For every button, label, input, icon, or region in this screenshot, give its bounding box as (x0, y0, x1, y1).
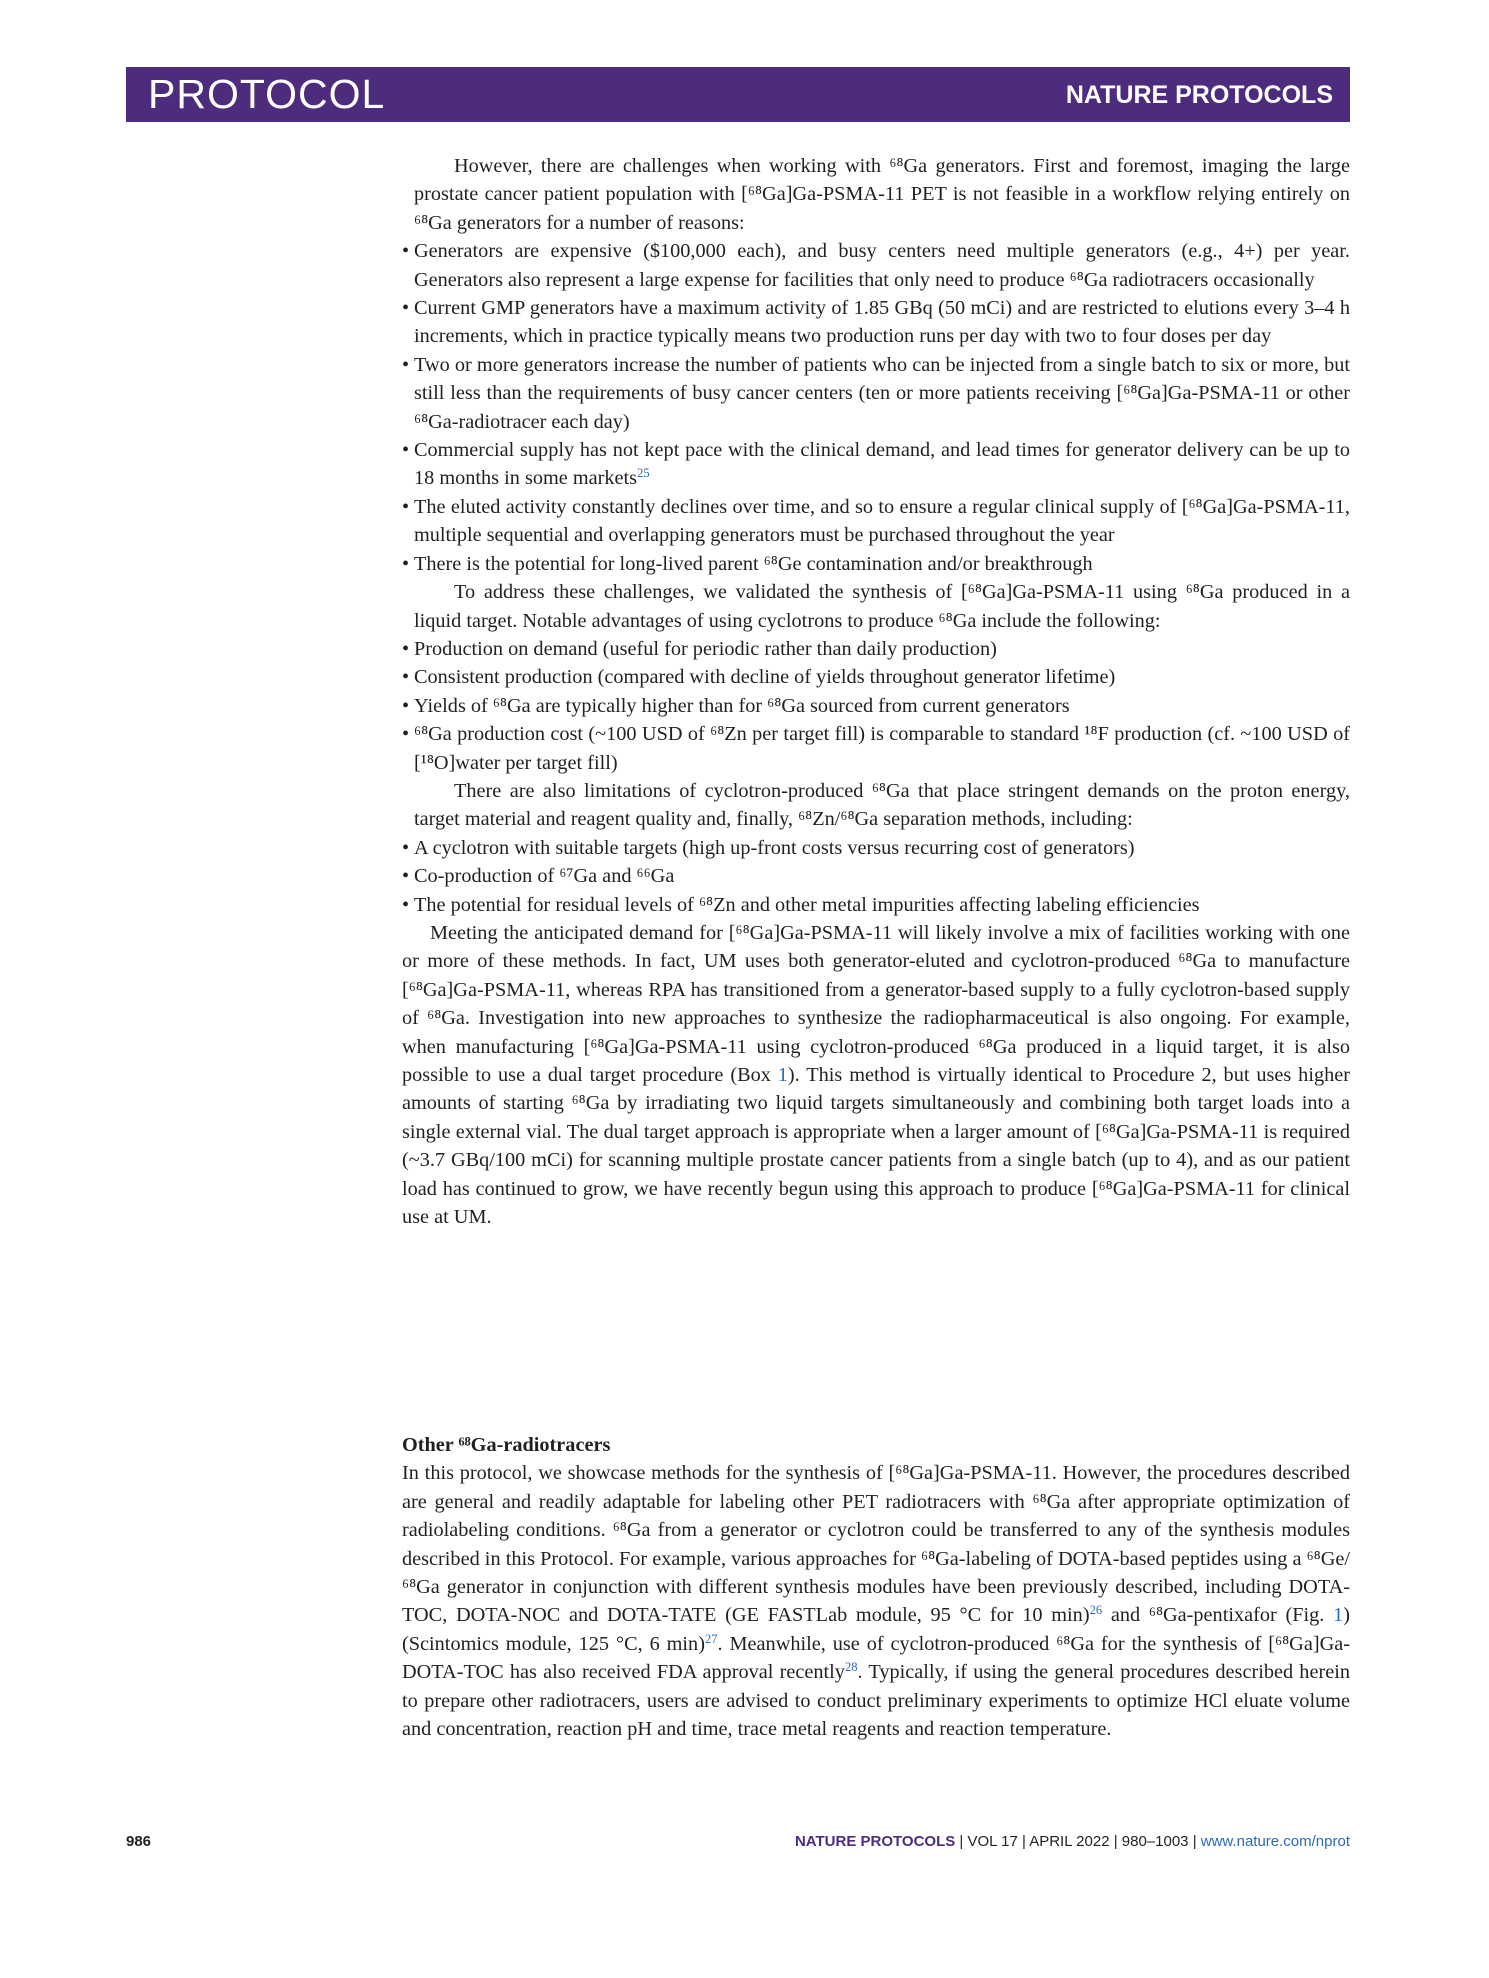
footer-pages: 980–1003 (1121, 1833, 1189, 1850)
paragraph-text: . Meanwhile, use of cyclotron-produced ⁶⁸Ga for the synthesis of [⁶⁸Ga]Ga-DOTA-TOC has also received FDA approval recently (402, 1632, 1350, 1684)
page-header-bar (126, 67, 1350, 122)
page-number: 986 (126, 1833, 152, 1850)
bullet-item: • There is the potential for long-lived parent ⁶⁸Ge contamination and/or breakthrough (402, 550, 1350, 578)
other-radiotracers-section (402, 1431, 1350, 1743)
bullet-item: • Generators are expensive ($100,000 each), and busy centers need multiple generators (e.g., 4+) per year. Generators also represent a large expense for facilities that only need to produce ⁶⁸Ga radiotracers occasionally (402, 237, 1350, 294)
section-heading: Other ⁶⁸Ga-radiotracers (402, 1434, 611, 1456)
bullet-item: • The eluted activity constantly declines over time, and so to ensure a regular clinical supply of [⁶⁸Ga]Ga-PSMA-11, multiple sequential and overlapping generators must be purchased throughout the year (402, 493, 1350, 550)
bullet-item: • A cyclotron with suitable targets (high up-front costs versus recurring cost of generators) (402, 834, 1350, 862)
bullet-item: • Production on demand (useful for periodic rather than daily production) (402, 635, 1350, 663)
bullet-item: • Co-production of ⁶⁷Ga and ⁶⁶Ga (402, 862, 1350, 890)
article-body (402, 152, 1350, 1231)
bullet-item: • ⁶⁸Ga production cost (~100 USD of ⁶⁸Zn per target fill) is comparable to standard ¹⁸F production (cf. ~100 USD of [¹⁸O]water per target fill) (402, 720, 1350, 777)
section-label: PROTOCOL (148, 71, 386, 117)
paragraph-generator-challenges: However, there are challenges when working with ⁶⁸Ga generators. First and foremost, imaging the large prostate cancer patient population with [⁶⁸Ga]Ga-PSMA-11 PET is not feasible in a workflow relying entirely on ⁶⁸Ga generators for a number of reasons: (414, 155, 1350, 234)
page-footer (126, 1833, 1350, 1853)
footer-date: APRIL 2022 (1029, 1833, 1110, 1850)
box-link[interactable]: 1 (777, 1064, 788, 1086)
bullet-item: • Current GMP generators have a maximum activity of 1.85 GBq (50 mCi) and are restricted to elutions every 3–4 h increments, which in practice typically means two production runs per day with two to four doses per day (402, 294, 1350, 351)
footer-url-link[interactable]: www.nature.com/nprot (1200, 1833, 1350, 1850)
bullet-item: • Two or more generators increase the number of patients who can be injected from a single batch to six or more, but still less than the requirements of busy cancer centers (ten or more patients receiving [⁶⁸Ga]Ga-PSMA-11 or other ⁶⁸Ga-radiotracer each day) (402, 351, 1350, 436)
bullet-item (402, 436, 1350, 493)
citation-link[interactable]: 27 (704, 1631, 718, 1646)
paragraph-text: . Typically, if using the general procedures described herein to prepare other radiotracers, users are advised to conduct preliminary experiments to optimize HCl eluate volume and concentration, reaction pH and time, trace metal reagents and reaction temperature. (402, 1661, 1350, 1741)
footer-journal: NATURE PROTOCOLS (794, 1833, 956, 1850)
citation-link[interactable]: 26 (1089, 1603, 1103, 1618)
bullet-item: • Consistent production (compared with decline of yields throughout generator lifetime) (402, 663, 1350, 691)
paragraph-cyclotron-limitations: There are also limitations of cyclotron-produced ⁶⁸Ga that place stringent demands on the proton energy, target material and reagent quality and, finally, ⁶⁸Zn/⁶⁸Ga separation methods, including: (414, 779, 1350, 831)
footer-citation: NATURE PROTOCOLS | VOL 17 | APRIL 2022 | 980–1003 | www.nature.com/nprot (794, 1833, 1350, 1850)
bullet-list-generator-limitations (402, 237, 1350, 578)
paragraph-text: Meeting the anticipated demand for [⁶⁸Ga]Ga-PSMA-11 will likely involve a mix of facilities working with one or more of these methods. In fact, UM uses both generator-eluted and cyclotron-produced ⁶⁸Ga to manufacture [⁶⁸Ga]Ga-PSMA-11, whereas RPA has transitioned from a generator-based supply to a fully cyclotron-based supply of ⁶⁸Ga. Investigation into new approaches to synthesize the radiopharmaceutical is also ongoing. For example, when manufacturing [⁶⁸Ga]Ga-PSMA-11 using cyclotron-produced ⁶⁸Ga produced in a liquid target, it is also possible to use a dual target procedure (Box (402, 921, 1350, 1086)
paragraph-other-radiotracers (402, 1459, 1350, 1743)
bullet-list-cyclotron-advantages (402, 635, 1350, 777)
bullet-item: • Yields of ⁶⁸Ga are typically higher than for ⁶⁸Ga sourced from current generators (402, 692, 1350, 720)
footer-volume: VOL 17 (967, 1833, 1018, 1850)
paragraph-cyclotron-advantages: To address these challenges, we validated the synthesis of [⁶⁸Ga]Ga-PSMA-11 using ⁶⁸Ga produced in a liquid target. Notable advantages of using cyclotrons to produce ⁶⁸Ga include the following: (414, 581, 1350, 632)
journal-name: NATURE PROTOCOLS (1065, 81, 1333, 109)
paragraph-text: and ⁶⁸Ga-pentixafor (Fig. (1102, 1604, 1334, 1627)
paragraph-text: ). This method is virtually identical to Procedure 2, but uses higher amounts of starting ⁶⁸Ga by irradiating two liquid targets simultaneously and combining both target loads into a single external vial. The dual target approach is appropriate when a larger amount of [⁶⁸Ga]Ga-PSMA-11 is required (~3.7 GBq/100 mCi) for scanning multiple prostate cancer patients from a single batch (up to 4), and as our patient load has continued to grow, we have recently begun using this approach to produce [⁶⁸Ga]Ga-PSMA-11 for clinical use at UM. (402, 1064, 1350, 1229)
paragraph-text: In this protocol, we showcase methods for the synthesis of [⁶⁸Ga]Ga-PSMA-11. However, the procedures described are general and readily adaptable for labeling other PET radiotracers with ⁶⁸Ga after appropriate optimization of radiolabeling conditions. ⁶⁸Ga from a generator or cyclotron could be transferred to any of the synthesis modules described in this Protocol. For example, various approaches for ⁶⁸Ga-labeling of DOTA-based peptides using a ⁶⁸Ge/⁶⁸Ga generator in conjunction with different synthesis modules have been previously described, including DOTA-TOC, DOTA-NOC and DOTA-TATE (GE FASTLab module, 95 °C for 10 min) (402, 1462, 1350, 1627)
bullet-item: • The potential for residual levels of ⁶⁸Zn and other metal impurities affecting labeling efficiencies (402, 891, 1350, 919)
bullet-text: Commercial supply has not kept pace with the clinical demand, and lead times for generator delivery can be up to 18 months in some markets (414, 439, 1350, 490)
citation-link[interactable]: 28 (844, 1660, 858, 1675)
paragraph-text: ) (Scintomics module, 125 °C, 6 min) (402, 1604, 1350, 1655)
paragraph-meeting-demand (402, 919, 1350, 1231)
bullet-list-cyclotron-limitations (402, 834, 1350, 919)
figure-link[interactable]: 1 (1333, 1604, 1344, 1627)
citation-link[interactable]: 25 (637, 466, 650, 481)
